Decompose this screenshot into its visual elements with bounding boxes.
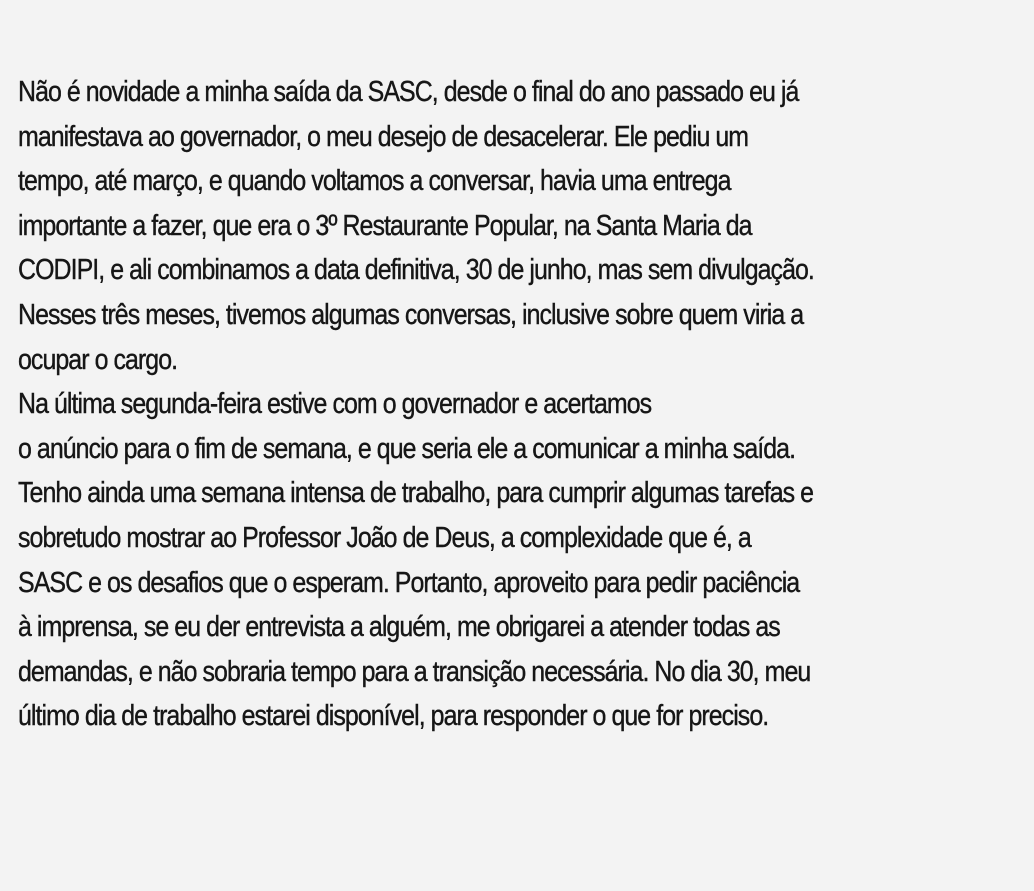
statement-text <box>18 70 1030 739</box>
text-line: Tenho ainda uma semana intensa de trabalho, para cumprir algumas tarefas e <box>18 477 814 510</box>
text-line: tempo, até março, e quando voltamos a conversar, havia uma entrega <box>18 165 731 198</box>
text-line: CODIPI, e ali combinamos a data definitiva, 30 de junho, mas sem divulgação. <box>18 254 814 287</box>
text-line: demandas, e não sobraria tempo para a transição necessária. No dia 30, meu <box>18 655 811 688</box>
text-line: SASC e os desafios que o esperam. Portanto, aproveito para pedir paciência <box>18 566 800 599</box>
text-line: último dia de trabalho estarei disponível, para responder o que for preciso. <box>18 700 769 733</box>
text-line: à imprensa, se eu der entrevista a alguém, me obrigarei a atender todas as <box>18 611 780 644</box>
text-line: ocupar o cargo. <box>18 343 178 376</box>
text-line: Não é novidade a minha saída da SASC, desde o final do ano passado eu já <box>18 76 799 108</box>
text-line: sobretudo mostrar ao Professor João de Deus, a complexidade que é, a <box>18 521 751 554</box>
text-line: Na última segunda-feira estive com o governador e acertamos <box>18 388 652 421</box>
text-line: manifestava ao governador, o meu desejo de desacelerar. Ele pediu um <box>18 120 749 153</box>
text-line: o anúncio para o fim de semana, e que seria ele a comunicar a minha saída. <box>18 432 796 465</box>
text-line: Nesses três meses, tivemos algumas conversas, inclusive sobre quem viria a <box>18 298 804 331</box>
text-line: importante a fazer, que era o 3º Restaurante Popular, na Santa Maria da <box>18 209 752 242</box>
